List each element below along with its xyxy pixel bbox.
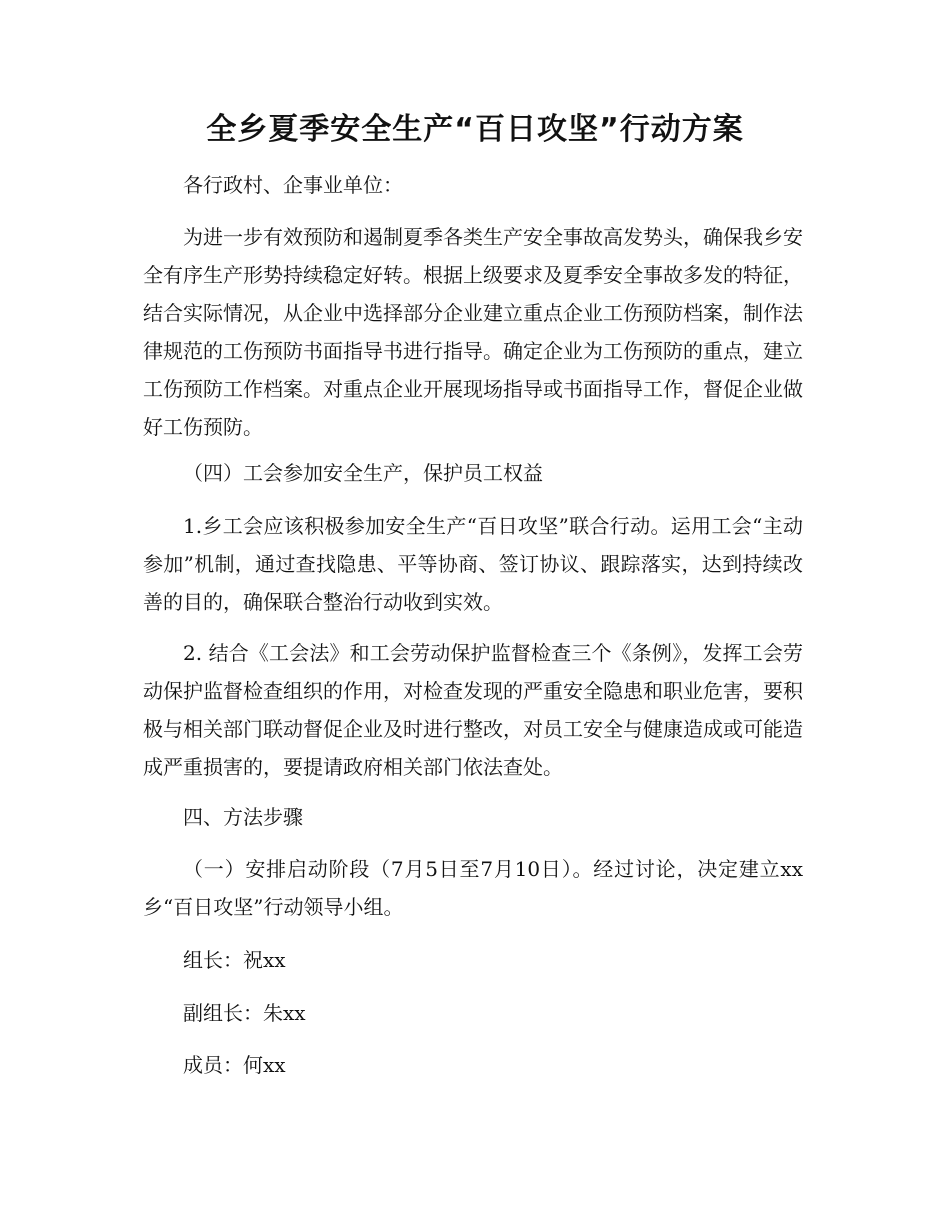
paragraph-stage-1: （一）安排启动阶段（7月5日至7月10日）。经过讨论，决定建立xx乡“百日攻坚”行动领导小组。 — [143, 857, 803, 919]
paragraph-intro: 为进一步有效预防和遏制夏季各类生产安全事故高发势头，确保我乡安全有序生产形势持续稳定好转。根据上级要求及夏季安全事故多发的特征，结合实际情况，从企业中选择部分企业建立重点企业工伤预防档案，制作法律规范的工伤预防书面指导书进行指导。确定企业为工伤预防的重点，建立工伤预防工作档案。对重点企业开展现场指导或书面指导工作，督促企业做好工伤预防。 — [143, 225, 803, 439]
paragraph-item-2: 2. 结合《工会法》和工会劳动保护监督检查三个《条例》，发挥工会劳动保护监督检查组织的作用，对检查发现的严重安全隐患和职业危害，要积极与相关部门联动督促企业及时进行整改，对员工安全与健康造成或可能造成严重损害的，要提请政府相关部门依法查处。 — [143, 641, 803, 779]
document-title: 全乡夏季安全生产“百日攻坚”行动方案 — [206, 112, 744, 147]
salutation: 各行政村、企事业单位： — [183, 173, 403, 197]
paragraph-item-1: 1.乡工会应该积极参加安全生产“百日攻坚”联合行动。运用工会“主动参加”机制，通过查找隐患、平等协商、签订协议、跟踪落实，达到持续改善的目的，确保联合整治行动收到实效。 — [143, 514, 803, 614]
section-heading-steps: 四、方法步骤 — [183, 805, 303, 829]
deputy-leader-line: 副组长：朱xx — [183, 1001, 306, 1025]
members-line: 成员：何xx — [183, 1053, 286, 1077]
section-heading-union: （四）工会参加安全生产，保护员工权益 — [183, 461, 543, 485]
leader-line: 组长：祝xx — [183, 948, 286, 972]
